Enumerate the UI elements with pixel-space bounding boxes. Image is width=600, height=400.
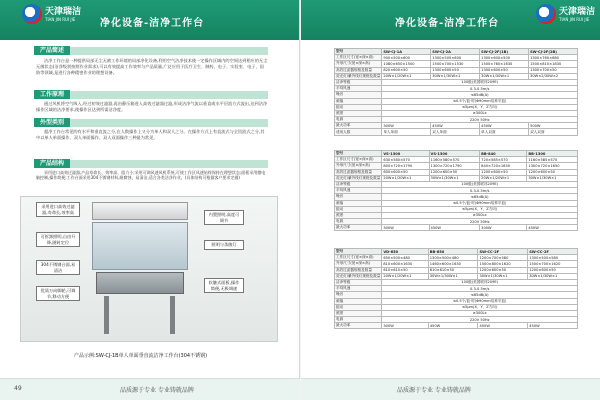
table-cell: 450W [431, 123, 480, 129]
table-cell: 外形尺寸(宽×深×高) [335, 261, 382, 267]
table-cell: 450W [428, 323, 478, 329]
table-cell: ≤0.5个/皿·时(Φ90mm培养平皿) [382, 298, 578, 304]
table-cell: 220V 50Hz [382, 317, 578, 323]
table-cell: 1200×700×580 [478, 255, 528, 261]
cabinet-glass-hood [92, 222, 188, 270]
table-cell: 振动 [335, 206, 382, 212]
table-cell: 30W×2/30W×2 [529, 73, 578, 79]
table-cell: 菌落 [335, 200, 382, 206]
section-title: 工作原理 [34, 90, 70, 99]
table-cell: 1200×600×50 [478, 267, 528, 273]
table-cell: 100级(美国联邦209E) [382, 279, 578, 285]
table-cell: 630×580×570 [382, 157, 429, 163]
table-cell: 1200×600×50 [527, 169, 578, 175]
table-cell: 20W×1/20W×1 [382, 175, 429, 181]
table-cell: ≤65dB(A) [382, 292, 578, 298]
table-cell: 洁净等级 [335, 181, 382, 187]
callout-worktop: 304不锈钢台面,易清洁 [36, 260, 80, 275]
table-header-cell: BB-1300 [527, 151, 578, 157]
table-cell: 1500×800×1620 [478, 261, 528, 267]
page-fold [299, 0, 301, 400]
table-cell: 噪音 [335, 194, 382, 200]
table-cell: ≤5μm(X、Y、Z方向) [382, 304, 578, 310]
table-cell: 1300×720×1650 [527, 163, 578, 169]
table-cell: 工作区尺寸(宽×深×高) [335, 55, 382, 61]
section-title: 外型类别 [34, 118, 70, 127]
table-cell: 30W×1/30W×1 [429, 175, 480, 181]
table-cell: 1300×760×680 [529, 55, 578, 61]
table-cell: 荧光灯/紫外线灯规格及数量 [336, 175, 381, 180]
table-cell: 810×600×1630 [382, 261, 428, 267]
table-cell: 500W [529, 123, 578, 129]
table-cell: 照度 [335, 212, 382, 218]
table-cell: ≤65dB(A) [382, 194, 578, 200]
table-cell: 平均风速 [335, 86, 382, 92]
table-cell: 100级(美国联邦209E) [382, 181, 578, 187]
table-header-cell: VS-1300 [429, 151, 480, 157]
table-header-cell: BB-650 [428, 249, 478, 255]
section-text: 采用进口高效过滤器,产品寿命长、效率高、阻力小;采用可调风速风机系统,可使工作区风速始终保持在理想状态;面板采用微电脑控制,操作简便;工作台面采用304不锈钢材料,耐腐蚀、易清洁,适合各类洁净作业。(具体结构可根据客户要求定做) [36, 170, 266, 181]
table-cell: ≤5μm(X、Y、Z方向) [382, 104, 578, 110]
table-cell: 610×610×50 [382, 267, 428, 273]
table-cell: 最大功率 [335, 225, 382, 231]
table-cell: ≥300Lx [382, 212, 578, 218]
table-cell: 高效过滤器规格及数量 [335, 67, 382, 73]
table-cell: 1300×500×480 [428, 255, 478, 261]
table-cell: 1200×600×50 [480, 169, 527, 175]
table-cell: 800×720×1790 [382, 163, 429, 169]
table-cell: 300W [480, 225, 527, 231]
table-cell: 双人双面 [529, 129, 578, 135]
table-cell: 220V 50Hz [382, 117, 578, 123]
table-header-cell: VD-650 [382, 249, 428, 255]
spec-table-3 [334, 248, 578, 329]
spec-table-1 [334, 48, 578, 136]
page-number: 49 [14, 385, 22, 392]
callout-inner-light: 内置照明,高度可调节 [204, 210, 244, 225]
section-text: 通过风机将空气吸入,经过初效过滤器,再由静压箱进入高效过滤器过滤,形成洁净气流以垂直或水平层流方式流出,达到洁净操作区域的洁净要求,使操作区达到所需洁净度。 [36, 101, 268, 113]
table-cell: 振动 [335, 304, 382, 310]
spec-table-2 [334, 150, 578, 231]
table-cell: 450W [478, 323, 528, 329]
table-cell: 20W×1/20W×1 [382, 273, 428, 279]
table-cell: 高效过滤器规格及数量 [335, 169, 382, 175]
table-cell: 1080×650×1500 [382, 61, 431, 67]
table-cell: 20W×1/20W×1 [480, 175, 527, 181]
callout-uv-lamp: 照明与杀菌灯 [204, 240, 244, 250]
cabinet-leg [104, 296, 109, 334]
table-header-cell: SW-CJ-2F(1B) [480, 49, 529, 55]
table-cell: 最大功率 [335, 123, 382, 129]
table-cell: 610×610×50 [428, 267, 478, 273]
table-header-cell: SW-CJ-1A [382, 49, 431, 55]
table-cell: 1300×700×50 [529, 67, 578, 73]
table-cell: 荧光灯/紫外线灯规格及数量 [336, 73, 381, 78]
table-cell: 1500×700×1530 [431, 61, 480, 67]
footer-slogan: 品质源于专业 专业铸就品牌 [120, 387, 194, 394]
table-cell: ≥300Lx [382, 110, 578, 116]
table-cell: 噪音 [335, 292, 382, 298]
table-cell: 1500×760×1630 [480, 61, 529, 67]
table-cell: 噪音 [335, 92, 382, 98]
table-cell: 0.3-0.5m/s [382, 286, 578, 292]
brand-name-cn: 天津瑞洁 [45, 6, 82, 17]
table-cell: 450W [429, 225, 480, 231]
table-cell: 洁净等级 [335, 79, 382, 85]
table-cell: 照度 [335, 310, 382, 316]
table-cell: 适用人数 [335, 129, 382, 135]
table-cell: 1300×500×600 [431, 55, 480, 61]
callout-filter: 采用进口高效过滤器,寿命长,效率高 [36, 202, 80, 217]
brand-logo-left [22, 4, 81, 24]
page-title-left: 净化设备-洁净工作台 [100, 18, 205, 29]
table-header-cell: SW-CJ-2F(2B) [529, 49, 578, 55]
table-cell: ≤0.5个/皿·时(Φ90mm培养平皿) [382, 98, 578, 104]
table-cell: 820×600×50 [382, 67, 431, 73]
brand-mark-icon [22, 4, 42, 24]
page-title-right: 净化设备-洁净工作台 [395, 18, 500, 29]
table-cell: 工作区尺寸(宽×深×高) [335, 255, 382, 261]
table-header-cell: 型号 [335, 151, 382, 157]
cabinet-leg [170, 296, 175, 334]
table-header-cell: 型号 [335, 249, 382, 255]
table-cell: 平均风速 [335, 286, 382, 292]
section-title: 产品结构 [34, 159, 70, 168]
table-cell: 荧光灯/紫外线灯规格及数量 [336, 273, 381, 278]
table-cell: 高效过滤器规格及数量 [335, 267, 382, 273]
brand-mark-icon [536, 4, 556, 24]
table-cell: 1160×580×570 [429, 157, 480, 163]
table-header-cell: 型号 [335, 49, 382, 55]
table-cell: ≤65dB(A) [382, 92, 578, 98]
product-caption: 产品示例:SW-CJ-1B单人单面垂直流洁净工作台(304不锈钢) [74, 353, 208, 359]
table-cell: 720×585×570 [480, 157, 527, 163]
table-cell: 外形尺寸(宽×深×高) [335, 163, 382, 169]
table-header-cell: SW-CJ-2A [431, 49, 480, 55]
table-cell: 外形尺寸(宽×深×高) [335, 61, 382, 67]
section-title: 产品简述 [34, 46, 70, 55]
table-header-cell: VS-1300 [382, 151, 429, 157]
table-cell: 1460×600×1630 [428, 261, 478, 267]
table-cell: 30W×1/30W×1 [480, 73, 529, 79]
table-cell: 1300×600×500 [480, 55, 529, 61]
table-header-cell: SW-CC-2F [478, 249, 528, 255]
table-row [335, 225, 578, 231]
table-cell: 20W×1/20W×1 [382, 73, 431, 79]
table-cell: 300W [382, 123, 431, 129]
table-cell: 振动 [335, 104, 382, 110]
table-cell: 0.3-0.5m/s [382, 188, 578, 194]
table-cell: 洁净等级 [335, 279, 382, 285]
table-cell: 电源 [335, 317, 382, 323]
table-cell: 30W×1/30W×1 [527, 175, 578, 181]
table-cell: 300W [382, 323, 428, 329]
cabinet-worktop [96, 272, 184, 294]
table-cell: 450W [527, 225, 578, 231]
table-cell: 单人单面 [382, 129, 431, 135]
section-text: 洁净工作台是一种提供局部无尘无菌工作环境的局部净化设备,利用空气洁净技术使一定操作区域内的空间达到相应的无尘无菌状态(洁净级别按照作业需求),可以有效提高工作效率与产品质量,广泛应用于医疗卫生、制药、电子、实验室、电子、国防等领域,是进行各种精密作业的理想设备。 [36, 58, 268, 76]
table-row [335, 323, 578, 329]
table-cell: ≥300Lx [382, 310, 578, 316]
table-cell: 1300×600×50 [480, 67, 529, 73]
table-cell: 600×600×50 [382, 169, 429, 175]
table-cell: 单人双面 [480, 129, 529, 135]
table-cell: 1160×585×570 [527, 157, 578, 163]
table-cell: 30W×1/30W×1 [478, 273, 528, 279]
brand-name-en: TIAN JIN RUI JIE [45, 16, 76, 22]
table-cell: 30W×1/30W×1 [428, 273, 478, 279]
callout-casters: 优质万向脚轮,可调节,移动方便 [36, 286, 80, 301]
table-cell: 900×500×600 [382, 55, 431, 61]
table-cell: 840×720×1650 [480, 163, 527, 169]
table-row [335, 129, 578, 135]
cabinet-top [92, 202, 188, 220]
brand-logo-right [536, 4, 595, 24]
table-cell: 1200×600×50 [429, 169, 480, 175]
table-cell: ≤0.5个/皿·时(Φ90mm培养平皿) [382, 200, 578, 206]
brand-name-en: TIAN JIN RUI JIE [559, 16, 590, 22]
table-cell: 电源 [335, 219, 382, 225]
table-cell: 220V 50Hz [382, 219, 578, 225]
callout-lighting: 可拆卸照明,自由升降,随时定位 [36, 232, 80, 247]
table-cell: 1500×700×1620 [528, 261, 578, 267]
table-cell: 平均风速 [335, 188, 382, 194]
table-cell: 菌落 [335, 298, 382, 304]
table-cell: 100级(美国联邦209E) [382, 79, 578, 85]
table-cell: 1300×720×1790 [429, 163, 480, 169]
table-cell: 工作区尺寸(宽×深×高) [335, 157, 382, 163]
table-cell: 650×500×480 [382, 255, 428, 261]
footer-left [0, 378, 300, 400]
table-header-cell: SW-CC-2F [528, 249, 578, 255]
table-header-cell: BB-840 [480, 151, 527, 157]
table-cell: 30W×1/30W×1 [431, 73, 480, 79]
table-cell: 电源 [335, 117, 382, 123]
table-cell: 30W×1/30W×1 [528, 273, 578, 279]
table-cell: 0.3-0.5m/s [382, 86, 578, 92]
table-cell: 最大功率 [335, 323, 382, 329]
footer-right [301, 378, 600, 400]
table-cell: 1300×600×50 [431, 67, 480, 73]
callout-panel: 软触式面板,操作简便,无极调速 [204, 278, 244, 293]
table-cell: 1300×500×580 [528, 255, 578, 261]
table-cell: 双人单面 [431, 129, 480, 135]
table-cell: ≤5μm(X、Y、Z方向) [382, 206, 578, 212]
brand-name-cn: 天津瑞洁 [559, 6, 596, 17]
table-cell: 照度 [335, 110, 382, 116]
table-cell: 1200×600×50 [528, 267, 578, 273]
footer-slogan: 品质源于专业 专业铸就品牌 [397, 387, 471, 394]
section-text: 超净工作台常见的有水平和垂直流之分,在人数操作上又分为单人和双人之分。在操作方式上有直流式与全回流式之分,其中以单人单面操作、双人单面操作、双人双面操作三种最为常见。 [36, 129, 265, 141]
table-cell: 300W [382, 225, 429, 231]
table-cell: 菌落 [335, 98, 382, 104]
table-cell: 1500×810×1830 [529, 61, 578, 67]
table-cell: 450W [480, 123, 529, 129]
table-cell: 450W [528, 323, 578, 329]
